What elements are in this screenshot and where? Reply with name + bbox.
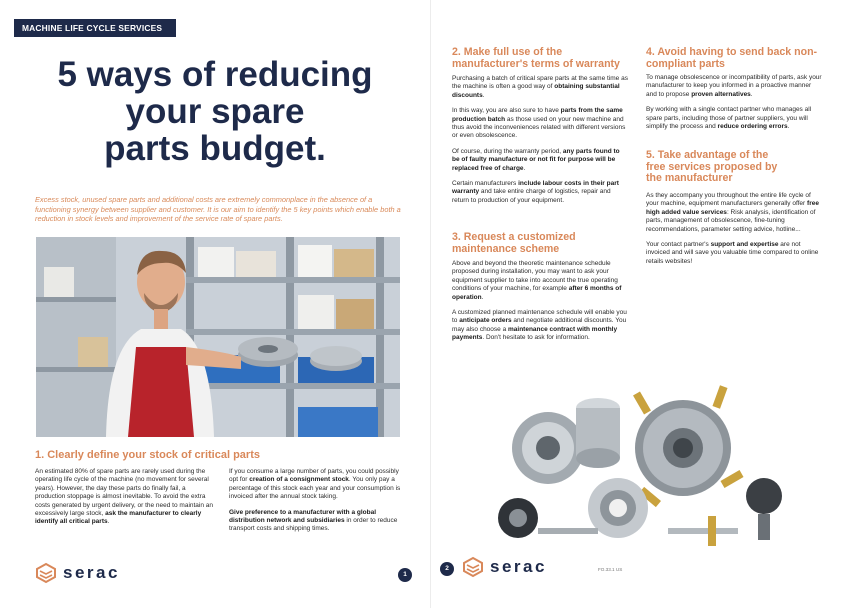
- text-run: .: [482, 91, 485, 99]
- section-1-column-2: [229, 468, 401, 541]
- text-run: in order to reduce transport costs and shipping times.: [229, 517, 398, 533]
- section-2-paragraph: [452, 180, 628, 205]
- spare-parts-illustration: [478, 378, 808, 554]
- text-run-bold: obtaining substantial discounts: [452, 83, 620, 99]
- text-run: Purchasing a batch of critical spare parts at the same time as the machine is often a good way of: [452, 75, 628, 91]
- serac-logo-icon: [462, 556, 484, 578]
- logo-wordmark: serac: [490, 557, 547, 576]
- section-1-paragraph: [35, 468, 217, 527]
- text-run-bold: after 6 months of operation: [452, 285, 622, 301]
- headline-line: your spare: [125, 92, 305, 131]
- text-run-bold: maintenance contract with monthly payments: [452, 325, 618, 342]
- text-run-bold: ask the manufacturer to clearly identify all critical parts: [35, 510, 202, 526]
- page-number-left: 1: [398, 568, 412, 582]
- section-2-paragraph: [452, 148, 628, 173]
- section-3-paragraph: [452, 309, 628, 343]
- text-run-bold: Give preference to a manufacturer with a global distribution network and subsidiaries: [229, 508, 377, 525]
- headline-line: 5 ways of reducing: [57, 55, 373, 94]
- text-run: and take entire charge of logistics, repair and return to production of your equipment.: [452, 188, 611, 204]
- text-run: : Risk analysis, identification of parts, management of obsolescence, fine-tuning recommendations, parameter setting advice, hotline...: [646, 208, 816, 233]
- section-2-body: [452, 75, 628, 212]
- text-run: as those used on your new machine and thus avoid the inconveniences related with different versions or even obsolescence.: [452, 115, 626, 140]
- text-run-bold: creation of a consignment stock: [249, 476, 349, 484]
- text-run: .: [523, 164, 526, 172]
- text-run: If you consume a large number of parts, you could possibly opt for: [229, 468, 399, 484]
- category-tag: MACHINE LIFE CYCLE SERVICES: [14, 19, 176, 37]
- text-run-bold: support and expertise: [710, 241, 779, 249]
- text-run: Of course, during the warranty period,: [452, 147, 563, 155]
- section-2-paragraph: [452, 107, 628, 141]
- section-1-paragraph: [229, 509, 401, 534]
- text-run: .: [107, 518, 110, 526]
- section-3-title: 3. Request a customized maintenance scheme: [452, 231, 576, 255]
- text-run: Your contact partner's: [646, 241, 711, 249]
- section-5-paragraph: [646, 192, 822, 234]
- section-3-body: [452, 260, 628, 350]
- document-reference: FO.33.1 US: [598, 567, 623, 572]
- section-1-column-1: [35, 468, 217, 534]
- serac-logo-left: [35, 562, 120, 584]
- section-5-title: 5. Take advantage of the free services proposed by the manufacturer: [646, 149, 778, 185]
- text-run-bold: any parts found to be of faulty manufacture or not fit for purpose will be replaced free of charge: [452, 147, 620, 172]
- text-run: .: [481, 293, 484, 301]
- text-run: As they accompany you throughout the entire life cycle of your machine, equipment manufacturers generally offer: [646, 192, 811, 208]
- serac-logo-right: [462, 556, 547, 578]
- logo-wordmark: serac: [63, 563, 120, 582]
- section-5-paragraph: [646, 241, 822, 266]
- text-run: .: [787, 123, 790, 131]
- text-run-bold: parts from the same production batch: [452, 107, 623, 123]
- text-run: . You only pay a percentage of this stock each year and your consumption is invoiced after the annual stock taking.: [229, 476, 401, 501]
- text-run: In this way, you are also sure to have: [452, 107, 561, 115]
- section-2-title: 2. Make full use of the manufacturer's terms of warranty: [452, 46, 620, 70]
- lead-paragraph: Excess stock, unused spare parts and additional costs are extremely commonplace in the absence of a functioning synergy between supplier and customer. It is our aim to identify the 5 key points which enable both a reduction in stock levels and improvement of the service rate of spare parts.: [35, 195, 401, 224]
- text-run: An estimated 80% of spare parts are rarely used during the operating life cycle of the machine (no movement for several years). However, the day these parts do finally fail, a production stoppage is almost inevitable. To avoid the extra costs generated by urgent delivery, or the need to maintain an excessively large stock,: [35, 468, 214, 518]
- text-run-bold: include labour costs in their part warranty: [452, 180, 619, 196]
- section-4-title: 4. Avoid having to send back non-compliant parts: [646, 46, 818, 70]
- page-fold: [430, 0, 431, 608]
- serac-logo-icon: [35, 562, 57, 584]
- text-run: are not invoiced and will save you valuable time compared to online retails websites!: [646, 241, 819, 265]
- text-run: Certain manufacturers: [452, 180, 519, 188]
- section-1-paragraph: [229, 468, 401, 502]
- section-2-paragraph: [452, 75, 628, 100]
- section-4-paragraph: [646, 74, 822, 99]
- text-run: Above and beyond the theoretic maintenance schedule proposed during installation, you may want to ask your equipment supplier to take into account the true operating conditions of your machine, for example: [452, 260, 618, 293]
- section-4-body: [646, 74, 822, 138]
- warehouse-worker-photo: [36, 237, 400, 437]
- text-run-bold: free high added value services: [646, 200, 819, 216]
- text-run-bold: reduce ordering errors: [717, 123, 788, 131]
- section-3-paragraph: [452, 260, 628, 302]
- section-5-body: [646, 192, 822, 273]
- headline-line: parts budget.: [104, 129, 326, 168]
- text-run: A customized planned maintenance schedule will enable you to: [452, 309, 627, 325]
- text-run-bold: proven alternatives: [691, 90, 751, 98]
- text-run: . Don't hesitate to ask for information.: [482, 334, 590, 342]
- page-headline: [40, 56, 390, 167]
- text-run: By working with a single contact partner who manages all spare parts, including those of partner suppliers, you will simplify the process and: [646, 106, 812, 131]
- text-run: To manage obsolescence or incompatibility of parts, ask your manufacturer to keep you informed in a proactive manner and to propose: [646, 74, 822, 98]
- text-run: .: [750, 90, 753, 98]
- section-1-title: 1. Clearly define your stock of critical parts: [35, 449, 260, 461]
- section-4-paragraph: [646, 106, 822, 131]
- text-run-bold: anticipate orders: [459, 317, 512, 325]
- page-number-right: 2: [440, 562, 454, 576]
- text-run: and negotiate additional discounts. You may also choose a: [452, 317, 627, 333]
